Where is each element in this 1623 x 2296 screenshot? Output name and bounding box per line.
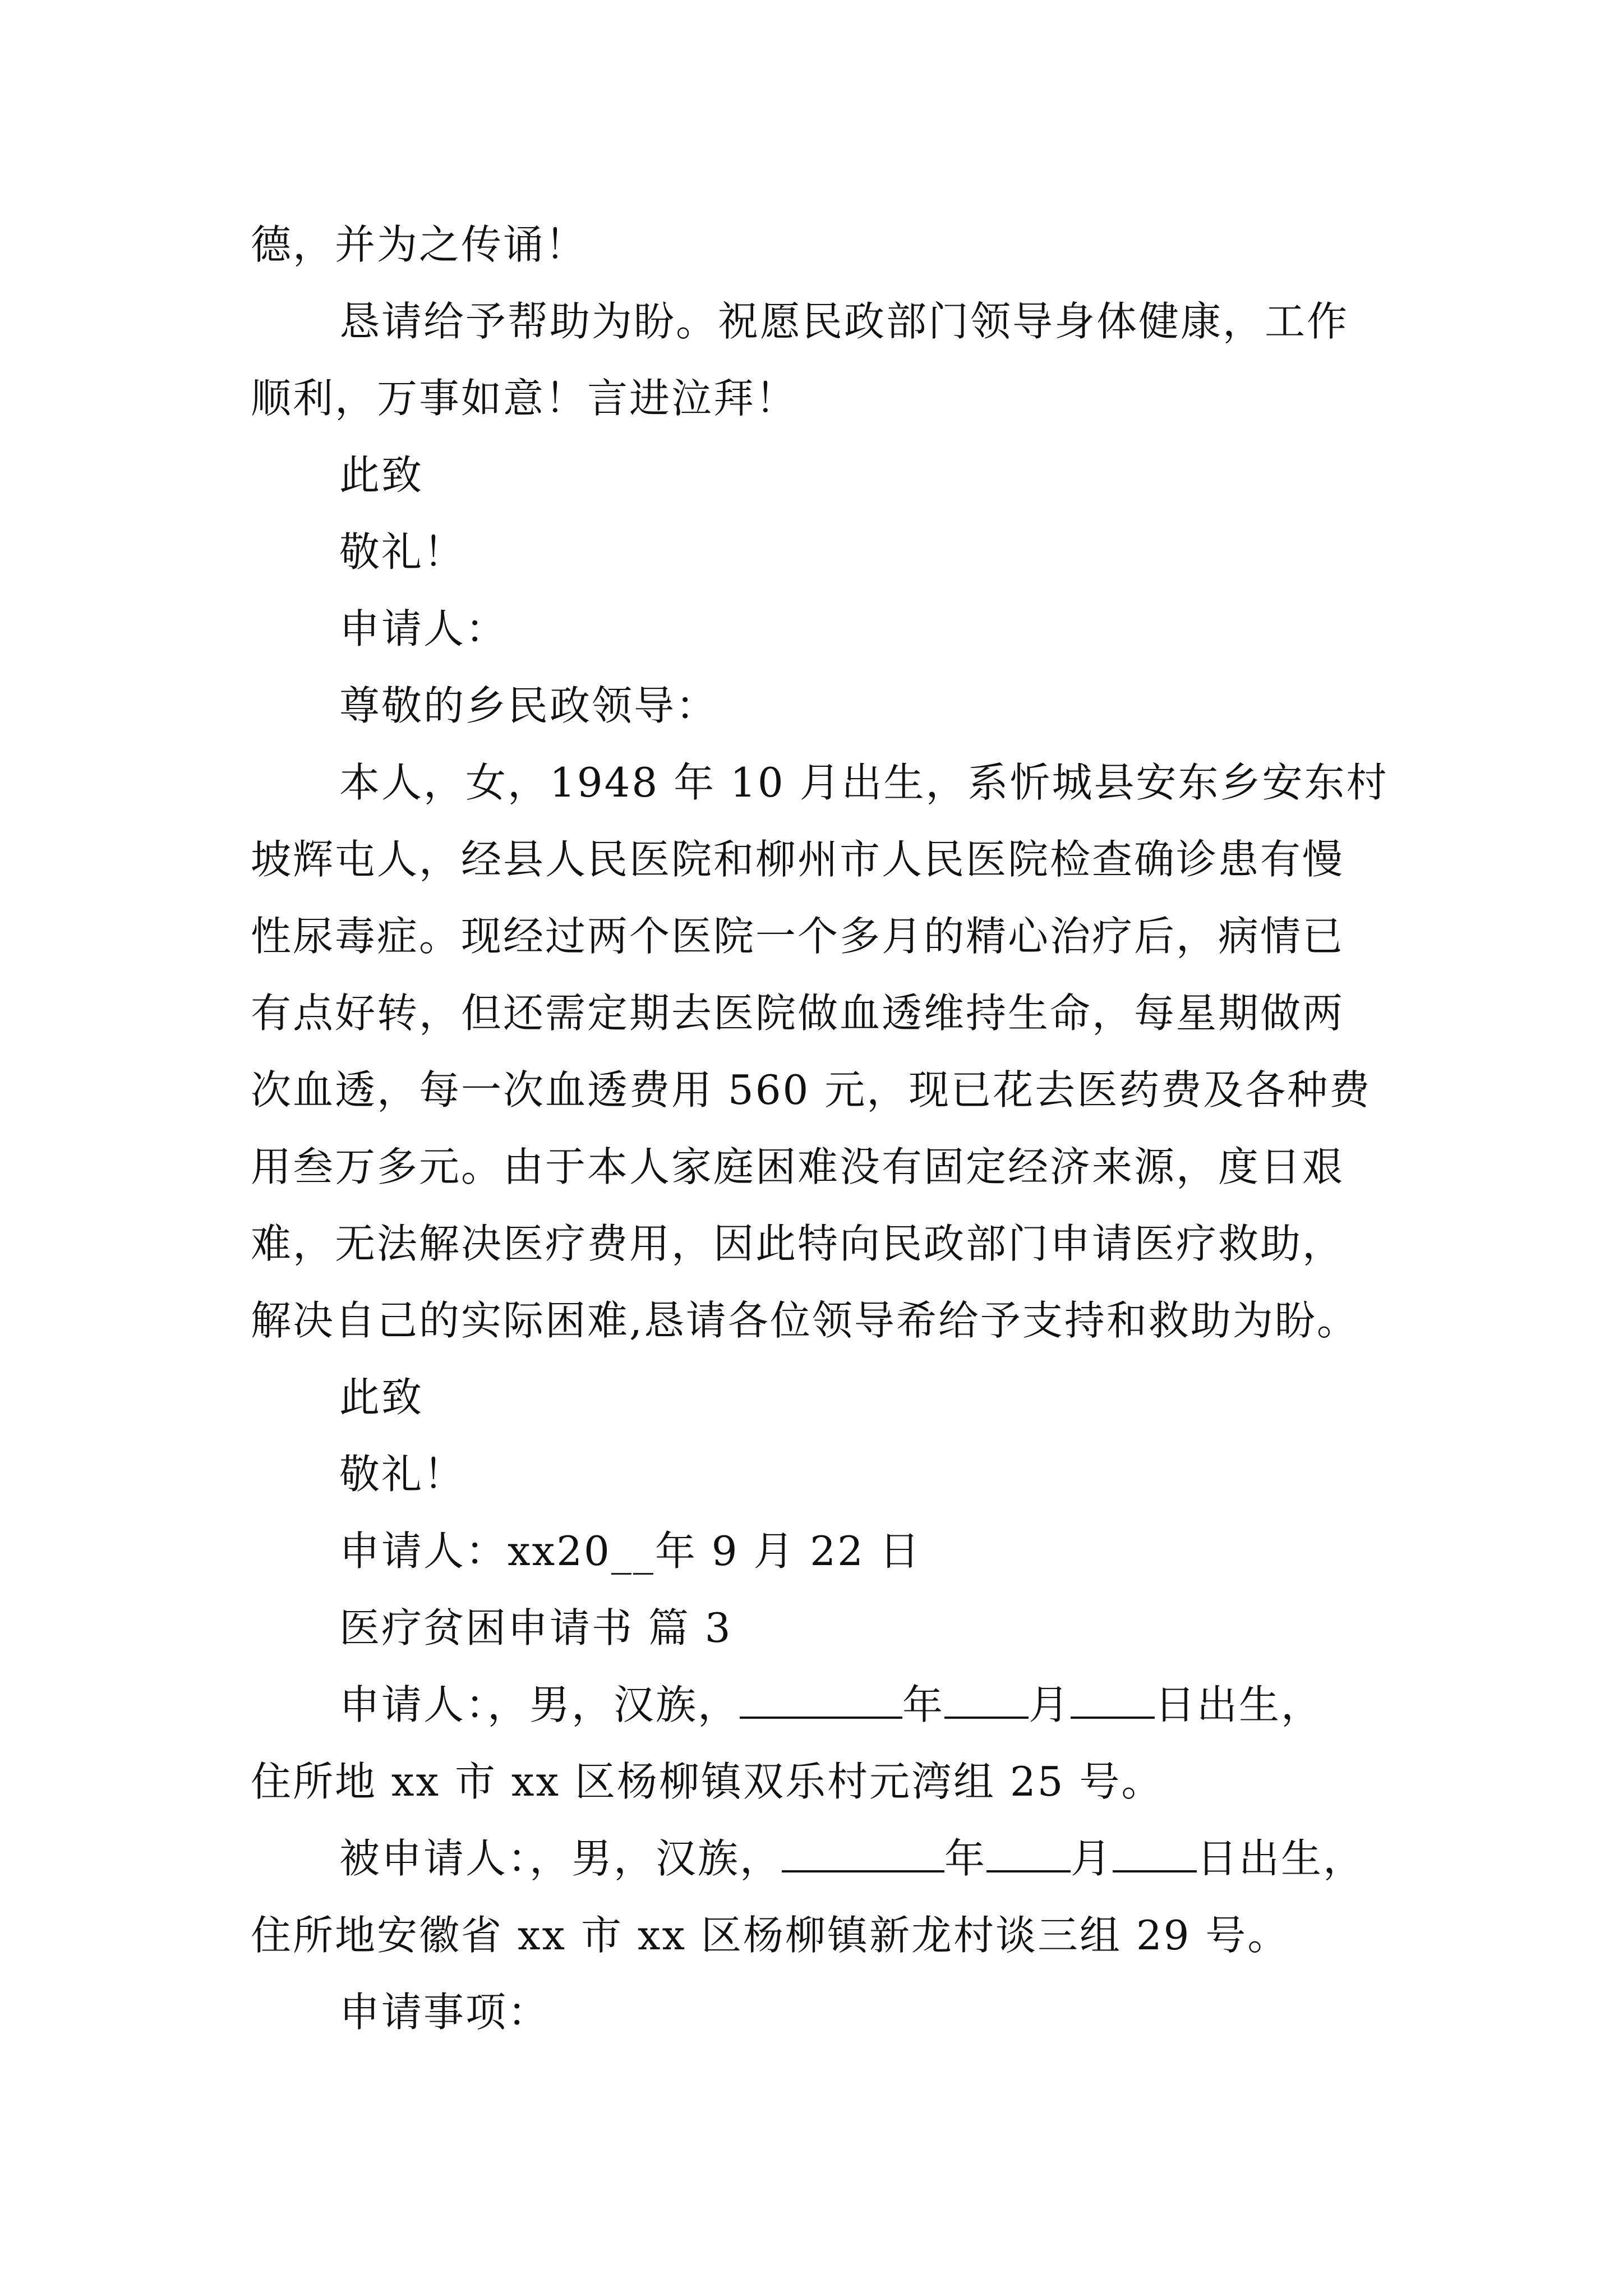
closing-salutation: 敬礼！ — [339, 1451, 466, 1498]
applicant-signature: 申请人： — [339, 605, 508, 652]
paragraph-line: 本人，女，1948 年 10 月出生，系忻城县安东乡安东村 — [339, 759, 1389, 806]
blank-day-field — [1113, 1837, 1197, 1872]
applicant-line — [251, 1667, 1406, 1743]
year-label: 年 — [944, 1835, 987, 1882]
applicant-label: 申请人：，男，汉族， — [339, 1681, 740, 1728]
paragraph-line: 有点好转，但还需定期去医院做血透维持生命，每星期做两 — [251, 990, 1345, 1037]
paragraph-line: 住所地安徽省 xx 市 xx 区杨柳镇新龙村谈三组 29 号。 — [251, 1912, 1290, 1959]
applicant-signature-date: 申请人：xx20__年 9 月 22 日 — [339, 1527, 921, 1575]
paragraph-line: 住所地 xx 市 xx 区杨柳镇双乐村元湾组 25 号。 — [251, 1758, 1164, 1805]
closing-salutation: 此致 — [339, 1374, 424, 1421]
letter-greeting: 尊敬的乡民政领导： — [339, 682, 718, 729]
closing-salutation: 此致 — [339, 452, 424, 499]
paragraph-line: 恳请给予帮助为盼。祝愿民政部门领导身体健康，工作 — [339, 298, 1349, 345]
month-label: 月 — [1029, 1681, 1071, 1728]
blank-month-field — [944, 1683, 1029, 1719]
closing-salutation: 敬礼！ — [339, 528, 466, 576]
document-body — [251, 206, 1406, 2051]
year-label: 年 — [902, 1681, 945, 1728]
respondent-line — [251, 1820, 1406, 1897]
respondent-label: 被申请人：，男，汉族， — [339, 1835, 782, 1882]
paragraph-line: 次血透，每一次血透费用 560 元，现已花去医药费及各种费 — [251, 1066, 1372, 1114]
blank-year-field — [782, 1837, 944, 1872]
day-birth-label: 日出生， — [1155, 1681, 1324, 1728]
paragraph-line: 坡辉屯人，经县人民医院和柳州市人民医院检查确诊患有慢 — [251, 836, 1345, 883]
section-heading: 医疗贫困申请书 篇 3 — [339, 1604, 732, 1651]
blank-month-field — [986, 1837, 1071, 1872]
paragraph-line: 用叁万多元。由于本人家庭困难没有固定经济来源，度日艰 — [251, 1143, 1345, 1190]
paragraph-line: 顺利，万事如意！言进泣拜！ — [251, 375, 798, 422]
paragraph-line: 难，无法解决医疗费用，因此特向民政部门申请医疗救助， — [251, 1220, 1345, 1267]
blank-day-field — [1071, 1683, 1155, 1719]
section-label: 申请事项： — [339, 1989, 550, 2036]
day-birth-label: 日出生， — [1197, 1835, 1366, 1882]
month-label: 月 — [1071, 1835, 1113, 1882]
paragraph-line: 性尿毒症。现经过两个医院一个多月的精心治疗后，病情已 — [251, 913, 1345, 960]
blank-year-field — [740, 1683, 902, 1719]
paragraph-line: 德，并为之传诵！ — [251, 221, 588, 268]
paragraph-line: 解决自己的实际困难,恳请各位领导希给予支持和救助为盼。 — [251, 1297, 1359, 1344]
